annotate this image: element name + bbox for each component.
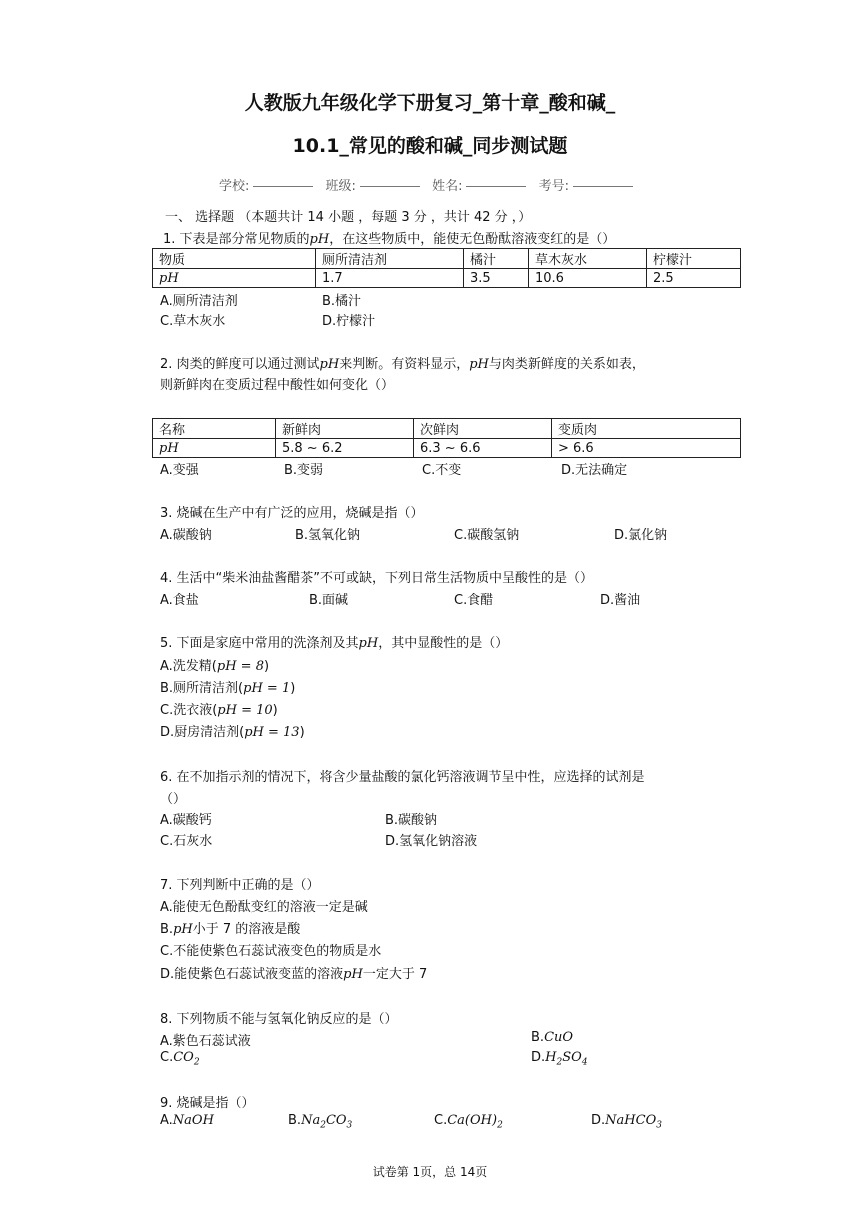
table-cell: 10.6 [529, 269, 647, 288]
q2-table [152, 418, 741, 458]
q3-option-a[interactable]: A.碳酸钠 [160, 528, 212, 543]
q2-option-b[interactable]: B.变弱 [284, 463, 324, 478]
q2-option-c[interactable]: C.不变 [422, 463, 462, 478]
q9-option-a[interactable]: A.NaOH [160, 1113, 214, 1128]
q7-option-b[interactable]: B.pH小于 7 的溶液是酸 [160, 922, 301, 937]
q4-stem: 4. 生活中“柴米油盐酱醋茶”不可或缺，下列日常生活物质中呈酸性的是（） [160, 571, 594, 586]
q2-stem-line1: 2. 肉类的鲜度可以通过测试pH来判断。有资料显示，pH与肉类新鲜度的关系如表， [160, 357, 645, 372]
q6-option-b[interactable]: B.碳酸钠 [385, 813, 438, 828]
q3-option-c[interactable]: C.碳酸氢钠 [454, 528, 520, 543]
q5-option-a[interactable]: A.洗发精(pH = 8) [160, 659, 270, 674]
school-label: 学校: [219, 179, 250, 194]
q7-option-c[interactable]: C.不能使紫色石蕊试液变色的物质是水 [160, 944, 382, 959]
q6-stem-line1: 6. 在不加指示剂的情况下，将含少量盐酸的氯化钙溶液调节呈中性，应选择的试剂是 [160, 770, 645, 785]
q6-option-a[interactable]: A.碳酸钙 [160, 813, 212, 828]
title-line1: 人教版九年级化学下册复习_第十章_酸和碱_ [244, 92, 616, 114]
q5-option-c[interactable]: C.洗衣液(pH = 10) [160, 703, 278, 718]
section-heading: 一、 选择题 （本题共计 14 小题 ，每题 3 分 ，共计 42 分 ，） [165, 210, 532, 225]
q8-stem: 8. 下列物质不能与氢氧化钠反应的是（） [160, 1012, 398, 1027]
q9-option-d[interactable]: D.NaHCO$_3$ [591, 1113, 662, 1131]
q1-option-b[interactable]: B.橘汁 [322, 294, 362, 309]
q7-option-d[interactable]: D.能使紫色石蕊试液变蓝的溶液pH一定大于 7 [160, 967, 428, 982]
q8-option-c[interactable]: $C.CO_2$ [160, 1050, 200, 1068]
name-blank[interactable] [466, 186, 526, 187]
q5-option-d[interactable]: D.厨房清洁剂(pH = 13) [160, 725, 305, 740]
q7-stem: 7. 下列判断中正确的是（） [160, 878, 320, 893]
table-cell: 次鲜肉 [414, 419, 552, 439]
q1-table [152, 248, 741, 288]
exam-no-blank[interactable] [573, 186, 633, 187]
q4-option-d[interactable]: D.酱油 [600, 593, 641, 608]
table-cell: 新鲜肉 [276, 419, 414, 439]
class-label: 班级: [325, 179, 356, 194]
q9-option-b[interactable]: $B.Na_2CO_3$ [288, 1113, 353, 1131]
q8-option-a[interactable]: A.紫色石蕊试液 [160, 1034, 251, 1049]
q2-option-d[interactable]: D.无法确定 [561, 463, 628, 478]
q1-option-c[interactable]: C.草木灰水 [160, 314, 226, 329]
table-cell: 3.5 [464, 269, 529, 288]
q7-option-a[interactable]: A.能使无色酚酞变红的溶液一定是碱 [160, 900, 368, 915]
q9-stem: 9. 烧碱是指（） [160, 1096, 255, 1111]
q5-stem: 5. 下面是家庭中常用的洗涤剂及其pH，其中显酸性的是（） [160, 636, 509, 651]
q2-option-a[interactable]: A.变强 [160, 463, 199, 478]
name-label: 姓名: [432, 179, 463, 194]
school-blank[interactable] [253, 186, 313, 187]
q4-option-a[interactable]: A.食盐 [160, 593, 199, 608]
table-cell: 厕所清洁剂 [316, 249, 464, 269]
q4-option-b[interactable]: B.面碱 [309, 593, 349, 608]
table-cell: pH [153, 269, 316, 288]
page-footer: 试卷第 1页，总 14页 [372, 1165, 488, 1179]
q3-option-b[interactable]: B.氢氧化钠 [295, 528, 361, 543]
q2-stem-line2: 则新鲜肉在变质过程中酸性如何变化（） [160, 378, 395, 393]
q5-option-b[interactable]: B.厕所清洁剂(pH = 1) [160, 681, 296, 696]
table-cell: 5.8 ~ 6.2 [276, 439, 414, 458]
exam-no-label: 考号: [538, 179, 569, 194]
class-blank[interactable] [360, 186, 420, 187]
table-cell: 6.3 ~ 6.6 [414, 439, 552, 458]
table-cell: 橘汁 [464, 249, 529, 269]
q6-option-c[interactable]: C.石灰水 [160, 834, 213, 849]
q6-stem-line2: （） [160, 792, 187, 807]
table-cell: 1.7 [316, 269, 464, 288]
table-cell: 物质 [153, 249, 316, 269]
q8-option-b[interactable]: B.CuO [531, 1030, 574, 1045]
q8-option-d[interactable]: $D.H_2SO_4$ [531, 1050, 588, 1068]
table-cell: 草木灰水 [529, 249, 647, 269]
q1-option-a[interactable]: A.厕所清洁剂 [160, 294, 238, 309]
table-cell: 变质肉 [552, 419, 741, 439]
q6-option-d[interactable]: D.氢氧化钠溶液 [385, 834, 478, 849]
table-cell: 名称 [153, 419, 276, 439]
q1-option-d[interactable]: D.柠檬汁 [322, 314, 376, 329]
q3-stem: 3. 烧碱在生产中有广泛的应用，烧碱是指（） [160, 506, 424, 521]
table-cell: pH [153, 439, 276, 458]
q3-option-d[interactable]: D.氯化钠 [614, 528, 668, 543]
table-cell: 柠檬汁 [647, 249, 741, 269]
table-cell: > 6.6 [552, 439, 741, 458]
title-line2: 10.1_常见的酸和碱_同步测试题 [292, 135, 568, 157]
q1-stem: 1. 下表是部分常见物质的pH，在这些物质中，能使无色酚酞溶液变红的是（） [163, 232, 616, 247]
q9-option-c[interactable]: $C.Ca(OH)_2$ [434, 1113, 503, 1131]
table-cell: 2.5 [647, 269, 741, 288]
student-info [0, 175, 860, 194]
q4-option-c[interactable]: C.食醋 [454, 593, 494, 608]
